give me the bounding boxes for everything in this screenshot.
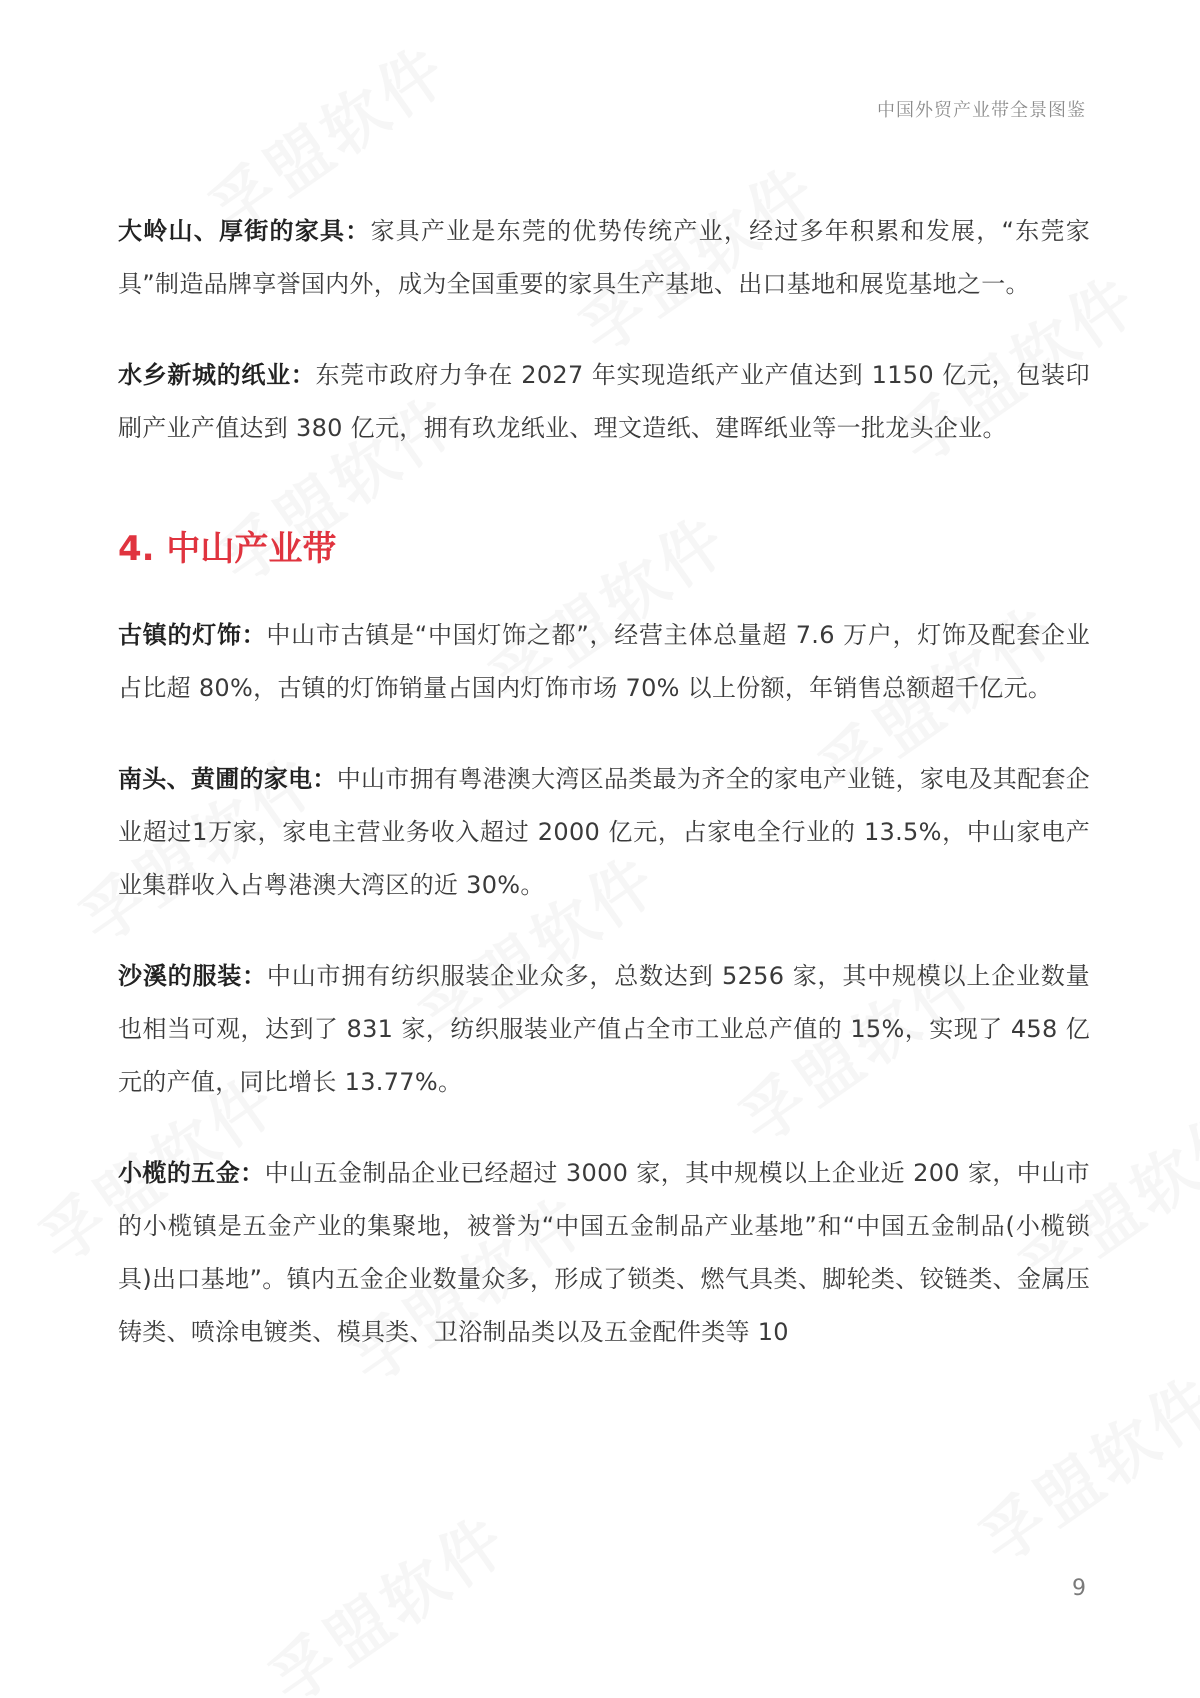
paragraph-body: 家具产业是东莞的优势传统产业，经过多年积累和发展，“东莞家具”制造品牌享誉国内外，成为全国重要的家具生产基地、出口基地和展览基地之一。 xyxy=(118,217,1090,298)
paragraph-lead: 南头、黄圃的家电： xyxy=(118,765,337,793)
watermark xyxy=(248,1490,524,1698)
running-header: 中国外贸产业带全景图鉴 xyxy=(877,100,1086,121)
paragraph-body: 中山市古镇是“中国灯饰之都”，经营主体总量超 7.6 万户，灯饰及配套企业占比超 80%，古镇的灯饰销量占国内灯饰市场 70% 以上份额，年销售总额超千亿元。 xyxy=(118,621,1090,702)
paragraph-lead: 水乡新城的纸业： xyxy=(118,361,316,389)
paragraph-hardware xyxy=(118,1147,1090,1359)
paragraph-apparel xyxy=(118,950,1090,1109)
paragraph-appliances xyxy=(118,753,1090,912)
paragraph-body: 中山市拥有粤港澳大湾区品类最为齐全的家电产业链，家电及其配套企业超过1万家，家电主营业务收入超过 2000 亿元，占家电全行业的 13.5%，中山家电产业集群收入占粤港澳大湾区的近 30%。 xyxy=(118,765,1091,899)
paragraph-furniture xyxy=(118,205,1090,311)
section-title: 4. 中山产业带 xyxy=(118,529,337,569)
paragraph-lead: 古镇的灯饰： xyxy=(118,621,267,649)
paragraph-body: 中山五金制品企业已经超过 3000 家，其中规模以上企业近 200 家，中山市的小榄镇是五金产业的集聚地，被誉为“中国五金制品产业基地”和“中国五金制品(小榄锁具)出口基地”。镇内五金企业数量众多，形成了锁类、燃气具类、脚轮类、铰链类、金属压铸类、喷涂电镀类、模具类、卫浴制品类以及五金配件类等 10 xyxy=(118,1159,1090,1346)
paragraph-lead: 小榄的五金： xyxy=(118,1159,265,1187)
watermark xyxy=(958,1350,1200,1581)
paragraph-lighting xyxy=(118,609,1090,715)
main-content xyxy=(118,205,1090,1359)
page-number: 9 xyxy=(1072,1576,1086,1601)
paragraph-body: 中山市拥有纺织服装企业众多，总数达到 5256 家，其中规模以上企业数量也相当可观，达到了 831 家，纺织服装业产值占全市工业总产值的 15%，实现了 458 亿元的产值，同比增长 13.77%。 xyxy=(118,962,1090,1096)
paragraph-paper xyxy=(118,349,1090,455)
paragraph-lead: 大岭山、厚街的家具： xyxy=(118,217,371,245)
paragraph-body: 东莞市政府力争在 2027 年实现造纸产业产值达到 1150 亿元，包装印刷产业产值达到 380 亿元，拥有玖龙纸业、理文造纸、建晖纸业等一批龙头企业。 xyxy=(118,361,1090,442)
paragraph-lead: 沙溪的服装： xyxy=(118,962,267,990)
